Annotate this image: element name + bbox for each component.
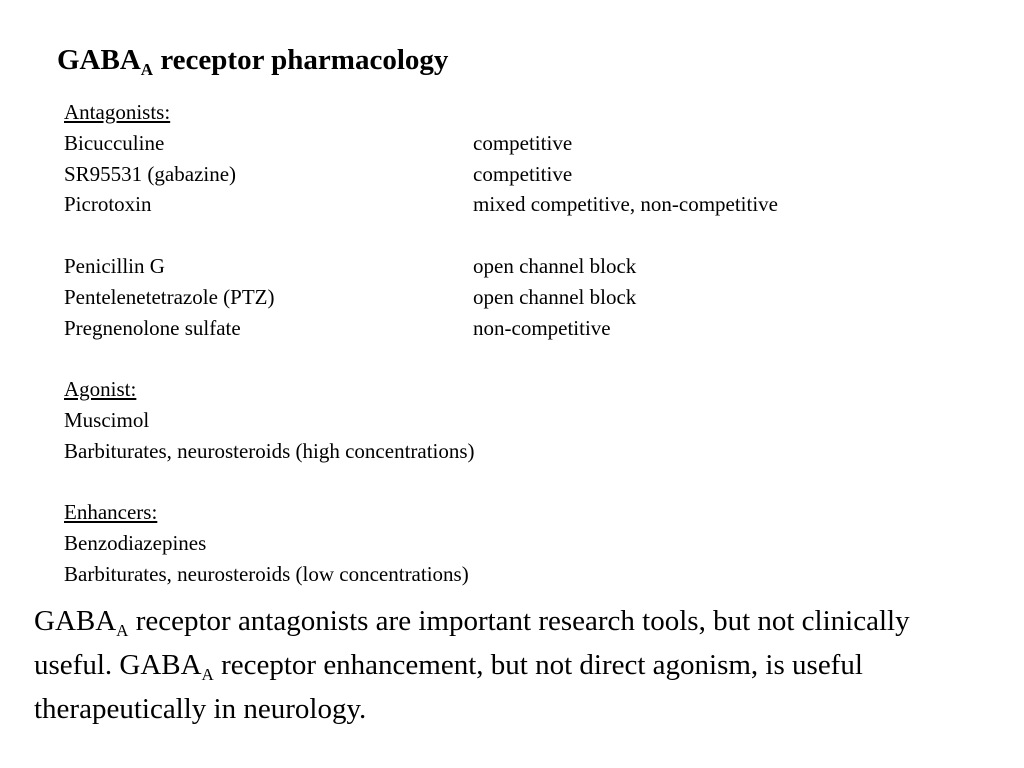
antagonist-mechanism: non-competitive	[473, 315, 611, 340]
summary-subscript-1: A	[116, 621, 129, 640]
pharmacology-list	[64, 97, 984, 590]
title-prefix: GABA	[57, 44, 141, 76]
summary-part-3: receptor enhancement, but not direct agonism, is useful therapeutically in neurology.	[34, 649, 863, 725]
antagonist-row	[64, 128, 984, 159]
spacer	[64, 467, 984, 498]
antagonist-name: Picrotoxin	[64, 192, 152, 217]
antagonist-row	[64, 282, 984, 313]
agonist-row	[64, 405, 984, 436]
page-title	[57, 40, 448, 84]
agonist-heading-row	[64, 374, 984, 405]
antagonist-mechanism: competitive	[473, 130, 573, 155]
spacer	[64, 220, 984, 251]
antagonist-mechanism: mixed competitive, non-competitive	[473, 192, 779, 217]
title-subscript: A	[140, 60, 154, 79]
antagonist-mechanism: competitive	[473, 161, 573, 186]
antagonist-mechanism: open channel block	[473, 284, 637, 309]
summary-paragraph	[34, 601, 994, 730]
antagonist-mechanism: open channel block	[473, 253, 637, 278]
title-suffix: receptor pharmacology	[153, 44, 449, 76]
summary-part-2: receptor antagonists are important research tools, but not clinically useful. GABA	[34, 605, 910, 681]
antagonist-name: SR95531 (gabazine)	[64, 161, 237, 186]
agonist-item: Barbiturates, neurosteroids (high concentrations)	[64, 438, 475, 463]
enhancer-row	[64, 559, 984, 590]
antagonists-heading-row	[64, 97, 984, 128]
agonist-row	[64, 436, 984, 467]
agonist-item: Muscimol	[64, 407, 150, 432]
antagonists-heading: Antagonists:	[64, 100, 171, 124]
antagonist-name: Pentelenetetrazole (PTZ)	[64, 284, 275, 309]
summary-subscript-2: A	[201, 665, 214, 684]
antagonist-row	[64, 189, 984, 220]
agonist-heading: Agonist:	[64, 377, 137, 402]
summary-part-1: GABA	[34, 605, 117, 637]
antagonist-row	[64, 313, 984, 344]
enhancer-item: Barbiturates, neurosteroids (low concentrations)	[64, 561, 469, 586]
antagonist-row	[64, 251, 984, 282]
enhancer-row	[64, 528, 984, 559]
enhancer-item: Benzodiazepines	[64, 531, 207, 556]
antagonist-name: Penicillin G	[64, 253, 165, 278]
antagonist-name: Pregnenolone sulfate	[64, 315, 241, 340]
antagonist-row	[64, 159, 984, 190]
enhancers-heading: Enhancers:	[64, 500, 158, 525]
enhancers-heading-row	[64, 497, 984, 528]
spacer	[64, 343, 984, 374]
antagonist-name: Bicucculine	[64, 130, 165, 155]
